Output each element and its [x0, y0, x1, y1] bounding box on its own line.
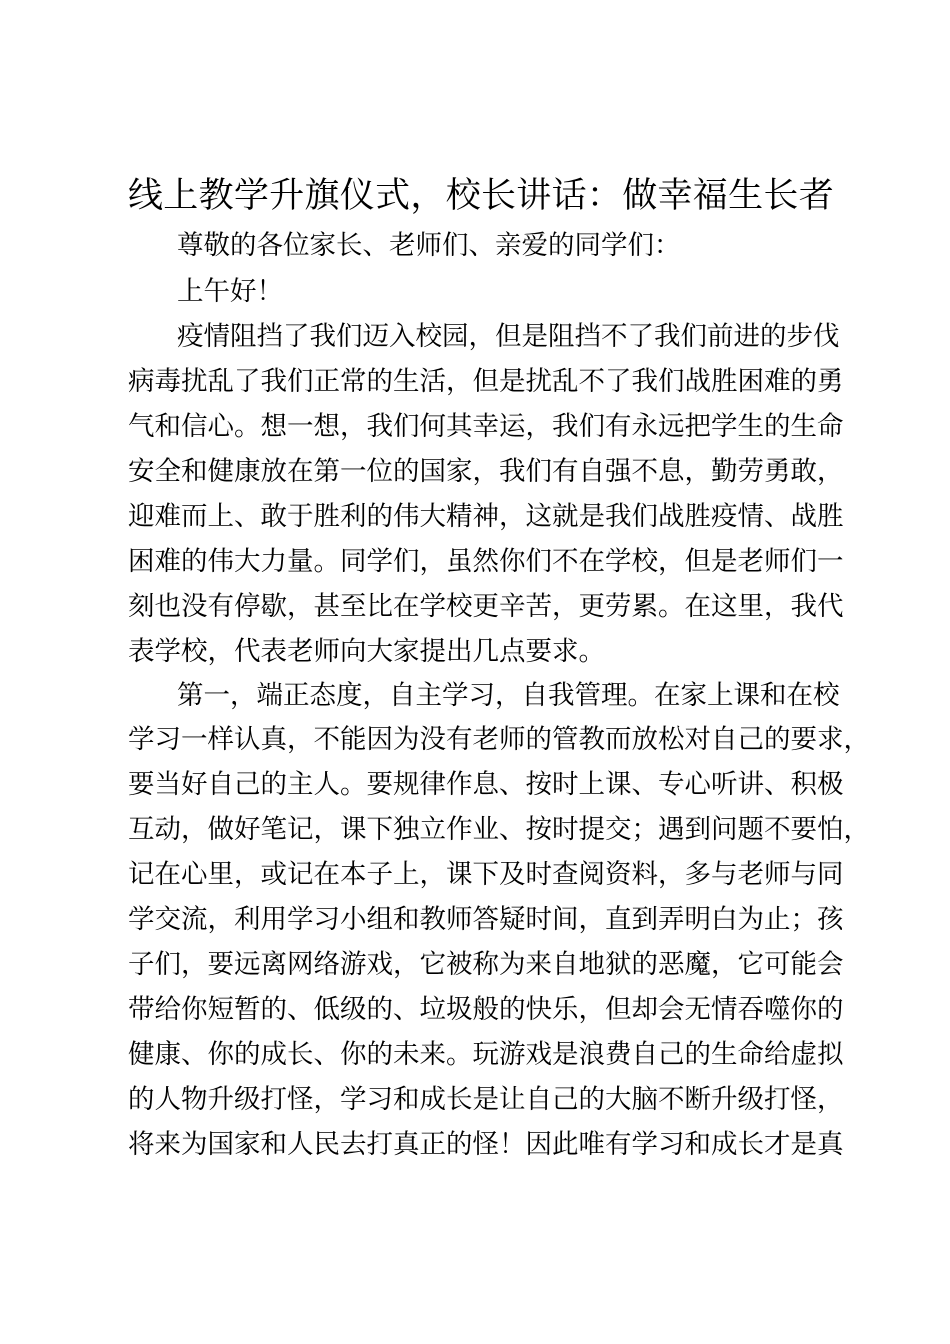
paragraph-1-line: 困难的伟大力量。同学们，虽然你们不在学校，但是老师们一	[128, 546, 844, 577]
paragraph-2-line: 记在心里，或记在本子上，课下及时查阅资料，多与老师与同	[128, 859, 844, 890]
paragraph-2-line: 学交流，利用学习小组和教师答疑时间，直到弄明白为止；孩	[128, 904, 844, 935]
paragraph-2-line: 健康、你的成长、你的未来。玩游戏是浪费自己的生命给虚拟	[128, 1039, 844, 1070]
paragraph-1-line: 表学校，代表老师向大家提出几点要求。	[128, 636, 605, 667]
paragraph-2-line: 第一，端正态度，自主学习，自我管理。在家上课和在校	[177, 680, 840, 711]
paragraph-1-line: 疫情阻挡了我们迈入校园，但是阻挡不了我们前进的步伐	[177, 321, 840, 352]
paragraph-1-line: 刻也没有停歇，甚至比在学校更辛苦，更劳累。在这里，我代	[128, 591, 844, 622]
paragraph-2-line: 将来为国家和人民去打真正的怪！因此唯有学习和成长才是真	[128, 1129, 844, 1160]
paragraph-1-line: 病毒扰乱了我们正常的生活，但是扰乱不了我们战胜困难的勇	[128, 366, 844, 397]
paragraph-2-line: 学习一样认真，不能因为没有老师的管教而放松对自己的要求，	[128, 724, 870, 755]
paragraph-2-line: 的人物升级打怪，学习和成长是让自己的大脑不断升级打怪，	[128, 1084, 844, 1115]
paragraph-2-line: 互动，做好笔记，课下独立作业、按时提交；遇到问题不要怕，	[128, 814, 870, 845]
greeting: 上午好！	[177, 276, 283, 307]
document-title: 线上教学升旗仪式，校长讲话：做幸福生长者	[128, 176, 835, 216]
paragraph-2-line: 要当好自己的主人。要规律作息、按时上课、专心听讲、积极	[128, 769, 844, 800]
paragraph-1-line: 气和信心。想一想，我们何其幸运，我们有永远把学生的生命	[128, 411, 844, 442]
salutation: 尊敬的各位家长、老师们、亲爱的同学们：	[177, 230, 681, 261]
paragraph-1-line: 迎难而上、敢于胜利的伟大精神，这就是我们战胜疫情、战胜	[128, 501, 844, 532]
paragraph-1-line: 安全和健康放在第一位的国家，我们有自强不息，勤劳勇敢，	[128, 456, 844, 487]
paragraph-2-line: 子们，要远离网络游戏，它被称为来自地狱的恶魔，它可能会	[128, 949, 844, 980]
paragraph-2-line: 带给你短暂的、低级的、垃圾般的快乐，但却会无情吞噬你的	[128, 994, 844, 1025]
